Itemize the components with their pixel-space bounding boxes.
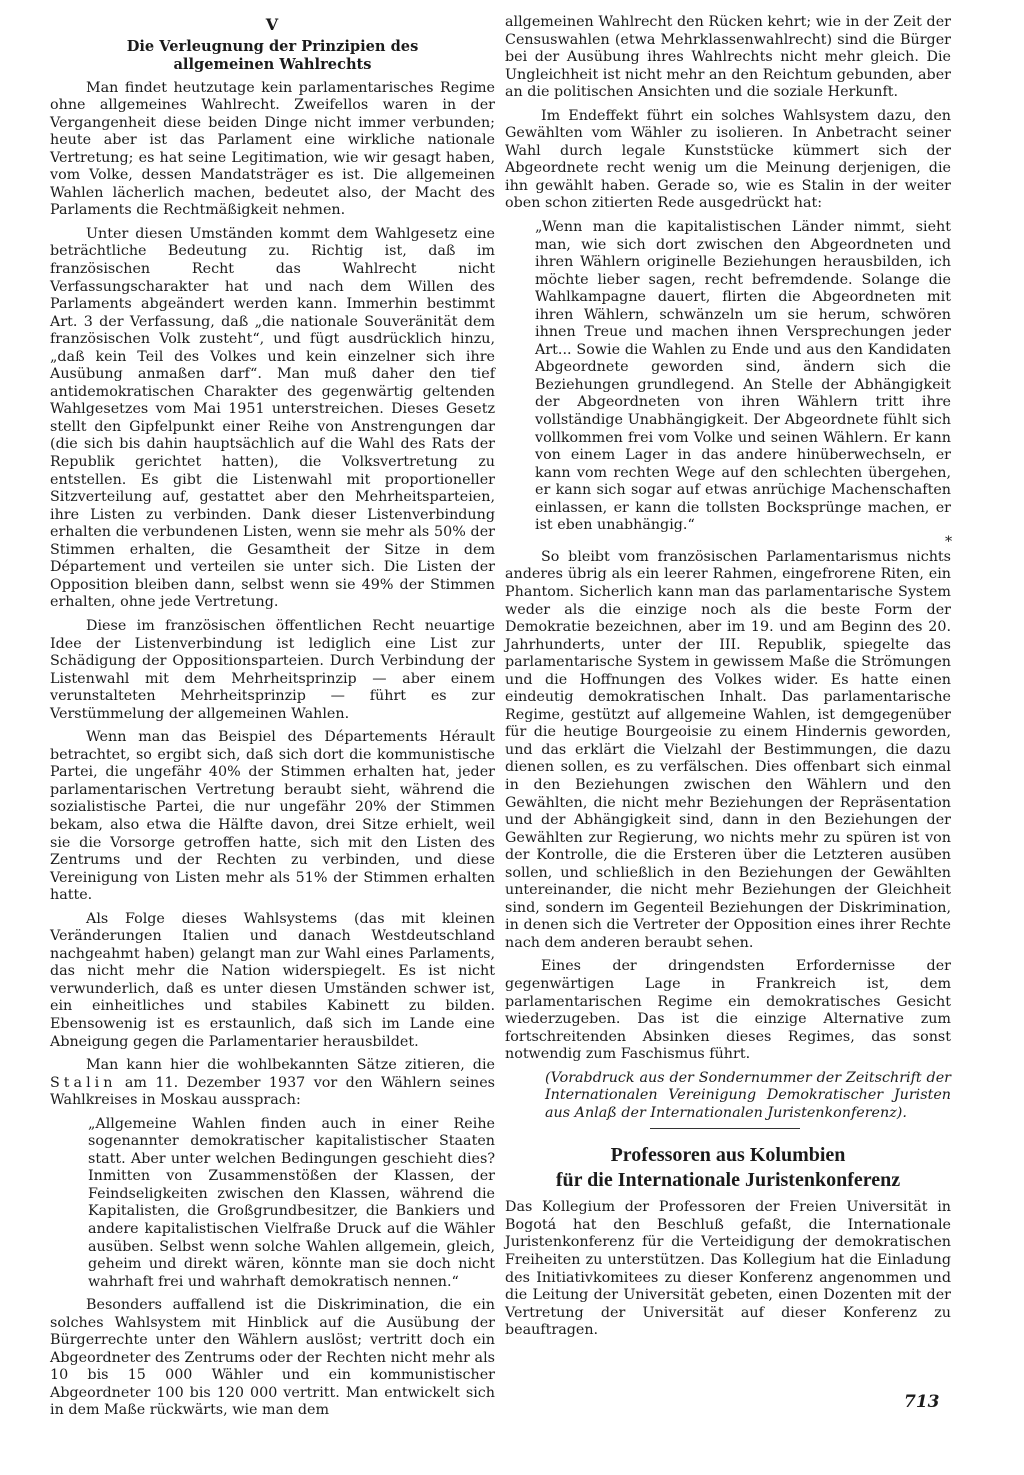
paragraph-text: am 11. Dezember 1937 vor den Wählern seines Wahlkreises in Moskau aussprach: bbox=[50, 1074, 495, 1109]
paragraph bbox=[50, 1057, 495, 1110]
article-headline-line-2: für die Internationale Juristenkonferenz bbox=[555, 1169, 901, 1192]
page-number: 713 bbox=[904, 1392, 940, 1412]
asterisk-separator: * bbox=[945, 533, 953, 550]
paragraph: Als Folge dieses Wahlsystems (das mit kleinen Veränderungen Italien und danach Westdeutschland nachgeahmt haben) gelangt man zur Wahl eines Parlaments, das nicht mehr die Nation widerspiegelt. Es ist nicht verwunderlich, daß es unter diesen Umständen schwer ist, ein einheitliches und stabiles Kabinett zu bilden. Ebensowenig ist es erstaunlich, daß sich im Lande eine Abneigung gegen die Parlamentarier herausbildet. bbox=[50, 910, 495, 1050]
paragraph-text: Man kann hier die wohlbekannten Sätze zitieren, die bbox=[86, 1057, 495, 1074]
article-body: Das Kollegium der Professoren der Freien Universität in Bogotá hat den Beschluß gefaßt, die Internationale Juristenkonferenz für die Verteidigung der demokratischen Freiheiten zu unterstützen. Das Kollegium hat die Einladung des Initiativkomitees zu dieser Konferenz angenommen und die Leitung der Universität gebeten, einen Dozenten mit der Vertretung der Universität auf dieser Konferenz zu beauftragen. bbox=[505, 1199, 951, 1339]
paragraph: Wenn man das Beispiel des Départements Hérault betrachtet, so ergibt sich, daß sich dort die kommunistische Partei, die ungefähr 40% der Stimmen erhalten hat, jeder parlamentarischen Vertretung beraubt sieht, während die sozialistische Partei, die nur ungefähr 20% der Stimmen bekam, also etwa die Hälfte davon, drei Sitze erhielt, weil sie die Vorsorge getroffen hatte, sich mit den Listen des Zentrums und der Rechten zu verbinden, und diese Vereinigung von Listen mehr als 51% der Stimmen erhalten hatte. bbox=[50, 729, 495, 904]
section-title: Die Verleugnung der Prinzipien des allgemeinen Wahlrechts bbox=[126, 37, 419, 73]
paragraph: Besonders auffallend ist die Diskrimination, die ein solches Wahlsystem mit Hinblick auf die Ausübung der Bürgerrechte unter den Wählern auslöst; vertritt doch ein Abgeordneter des Zentrums oder der Rechten nicht mehr als 10 bis 15 000 Wähler und ein kommunistischer Abgeordneter 100 bis 120 000 vertritt. Man entwickelt sich in dem Maße rückwärts, wie man dem bbox=[50, 1297, 495, 1419]
paragraph: So bleibt vom französischen Parlamentarismus nichts anderes übrig als ein leerer Rahmen, eingefrorene Riten, ein Phantom. Sicherlich kann man das parlamentarische System weder als die einzige noch als die beste Form der Demokratie bezeichnen, aber im 19. und am Beginn des 20. Jahrhunderts, unter der III. Republik, spiegelte das parlamentarische System in gewissem Maße die Strömungen und die Hoffnungen des Volkes wider. Es hatte einen eindeutig demokratischen Inhalt. Das parlamentarische Regime, gestützt auf allgemeine Wahlen, ist demgegenüber für die heutige Bourgeoisie zu einem Hindernis geworden, und das erklärt die Vielzahl der Bestimmungen, die dazu dienen sollen, es zu verfälschen. Dies offenbart sich einmal in den Beziehungen zwischen den Wählern und den Gewählten, die nicht mehr Beziehungen der Repräsentation und der Abhängigkeit sind, dann in den Beziehungen der Gewählten zur Regierung, wo nichts mehr zu spüren ist von der Kontrolle, die die Ersteren über die Letzteren ausüben sollen, und schließlich in den Beziehungen der Gewählten untereinander, die nicht mehr Beziehungen der Gleichheit sind, sondern im Gegenteil Beziehungen der Diskrimination, in denen sich die Vertreter der Opposition eines ihrer Rechte nach dem anderen beraubt sehen. bbox=[505, 548, 951, 951]
article-headline bbox=[505, 1143, 951, 1193]
paragraph: Unter diesen Umständen kommt dem Wahlgesetz eine beträchtliche Bedeutung zu. Richtig ist, daß im französischen Recht das Wahlrecht nicht Verfassungscharakter hat und nach dem Willen des Parlaments abgeändert werden kann. Immerhin bestimmt Art. 3 der Verfassung, daß „die nationale Souveränität dem französischen Volk zusteht“, und fügt ausdrücklich hinzu, „daß kein Teil des Volkes und kein einzelner sich ihre Ausübung anmaßen darf“. Man muß daher den tief antidemokratischen Charakter des gegenwärtig geltenden Wahlgesetzes vom Mai 1951 unterstreichen. Dieses Gesetz stellt den Gipfelpunkt einer Reihe von Anstrengungen dar (die sich bis dahin hauptsächlich auf die Wahl des Rats der Republik gerichtet hatten), die Volksvertretung zu entstellen. Es gibt die Listenwahl mit proportioneller Sitzverteilung auf, gestattet aber den Mehrheitsparteien, ihre Listen zu verbinden. Dank dieser Listenverbindung erhalten die verbundenen Listen, wenn sie mehr als 50% der Stimmen erhalten, die Gesamtheit der Sitze in dem Département und verteilen sie unter sich. Die Listen der Opposition bleiben dann, selbst wenn sie 49% der Stimmen erhalten, ohne jede Vertretung. bbox=[50, 225, 495, 611]
paragraph: Im Endeffekt führt ein solches Wahlsystem dazu, den Gewählten vom Wähler zu isolieren. In Anbetracht seiner Wahl durch legale Kunststücke kümmert sich der Abgeordnete recht wenig um die Meinung derjenigen, die ihn gewählt haben. Gerade so, wie es Stalin in der weiter oben schon zitierten Rede ausgedrückt hat: bbox=[505, 107, 951, 212]
source-note: (Vorabdruck aus der Sondernummer der Zeitschrift der Internationalen Vereinigung Demokratischer Juristen aus Anlaß der Internationalen Juristenkonferenz). bbox=[545, 1069, 951, 1121]
section-number: V bbox=[265, 15, 280, 34]
left-column bbox=[50, 14, 495, 1426]
author-name: Stalin bbox=[50, 1074, 117, 1091]
paragraph: Eines der dringendsten Erfordernisse der gegenwärtigen Lage in Frankreich ist, dem parlamentarischen Regime ein demokratisches Gesicht wiederzugeben. Das ist die einzige Alternative zum fortschreitenden Absinken dieses Regimes, das sonst notwendig zum Faschismus führt. bbox=[505, 958, 951, 1063]
divider bbox=[650, 1128, 800, 1129]
paragraph: allgemeinen Wahlrecht den Rücken kehrt; wie in der Zeit der Censuswahlen (etwa Mehrklassenwahlrecht) sind die Bürger bei der Ausübung ihres Wahlrechts nicht mehr gleich. Die Ungleichheit ist nicht mehr an den Reichtum gebunden, aber an die politischen Ansichten und die soziale Herkunft. bbox=[505, 14, 951, 101]
paragraph: Man findet heutzutage kein parlamentarisches Regime ohne allgemeines Wahlrecht. Zweifellos waren in der Vergangenheit diese beiden Dinge nicht immer verbunden; heute aber ist das Parlament eine wirkliche nationale Vertretung; es hat seine Legitimation, wie wir gesagt haben, vom Volke, dessen Mandatsträger es ist. Die allgemeinen Wahlen lächerlich machen, bedeutet also, der Macht des Parlaments die Rechtmäßigkeit nehmen. bbox=[50, 79, 495, 219]
right-column bbox=[505, 14, 951, 1346]
block-quote: „Allgemeine Wahlen finden auch in einer Reihe sogenannter demokratischer kapitalistischer Staaten statt. Aber unter welchen Bedingungen geschieht dies? Inmitten von Zusammenstößen der Klassen, der Feindseligkeiten zwischen den Klassen, während die Kapitalisten, die Großgrundbesitzer, die Bankiers und andere kapitalistischen Vielfraße Druck auf die Wähler ausüben. Selbst wenn solche Wahlen allgemein, gleich, geheim und direkt wären, könnte man sie doch nicht wahrhaft frei und wahrhaft demokratisch nennen.“ bbox=[88, 1115, 495, 1290]
block-quote: „Wenn man die kapitalistischen Länder nimmt, sieht man, wie sich dort zwischen den Abgeordneten und ihren Wählern originelle Beziehungen herausbilden, ich möchte lieber sagen, recht befremdende. Solange die Wahlkampagne dauert, flirten die Abgeordneten mit ihren Wählern, schwänzeln um sie herum, schwören ihnen Treue und machen ihnen Versprechungen jeder Art... Sowie die Wahlen zu Ende und aus den Kandidaten Abgeordnete geworden sind, ändern sich die Beziehungen grundlegend. An Stelle der Abhängigkeit der Abgeordneten von ihren Wählern tritt ihre vollständige Unabhängigkeit. Der Abgeordnete fühlt sich vollkommen frei vom Volke und seinen Wählern. Er kann von einem Lager in das andere hinüberwechseln, er kann vom rechten Wege auf den schlechten übergehen, er kann sich sogar auf etwas anrüchige Machenschaften einlassen, er kann die tollsten Bocksprünge machen, er ist eben unabhängig.“ bbox=[535, 219, 951, 534]
article-headline-line-1: Professoren aus Kolumbien bbox=[610, 1144, 846, 1167]
paragraph: Diese im französischen öffentlichen Recht neuartige Idee der Listenverbindung ist lediglich eine List zur Schädigung der Oppositionsparteien. Durch Verbindung der Listenwahl mit dem Mehrheitsprinzip — aber einem verunstalteten Mehrheitsprinzip — führt es zur Verstümmelung der allgemeinen Wahlen. bbox=[50, 617, 495, 722]
